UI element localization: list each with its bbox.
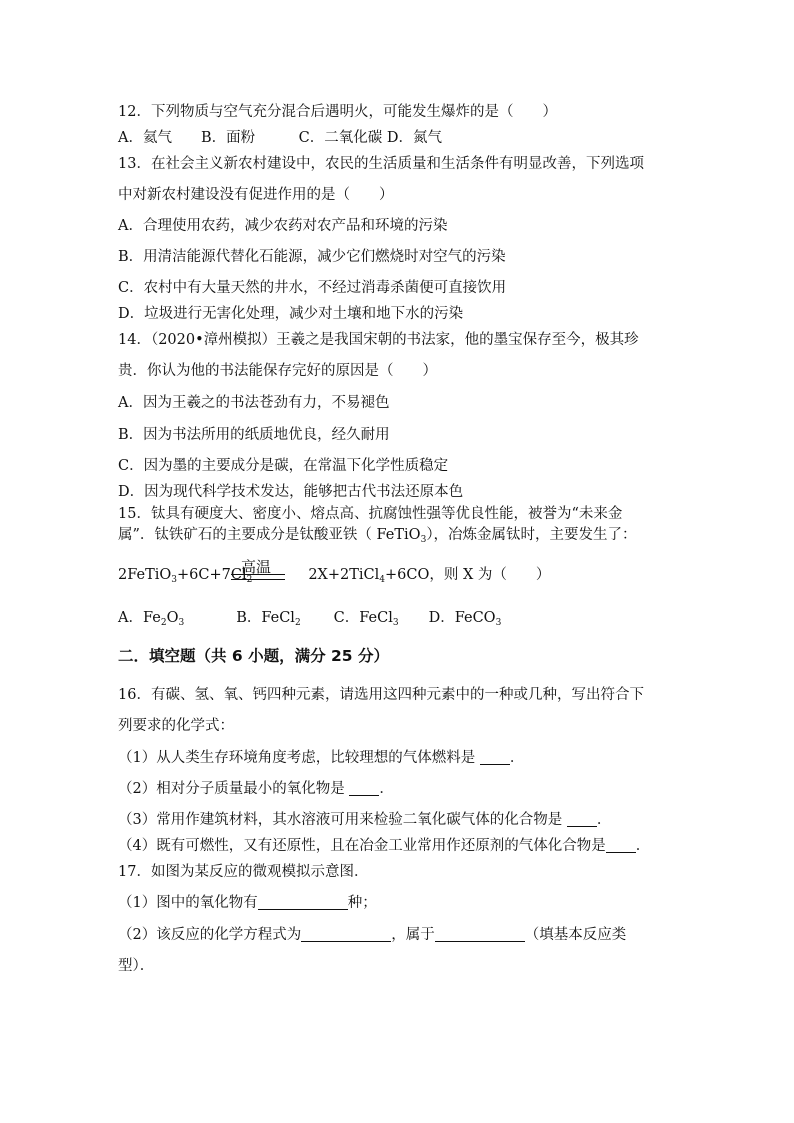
- q15-options: [118, 609, 501, 627]
- q16-part4: （4）既有可燃性，又有还原性，且在冶金工业常用作还原剂的气体化合物是 ．: [118, 838, 651, 854]
- q12-stem: 12．下列物质与空气充分混合后遇明火，可能发生爆炸的是（ ）: [118, 104, 557, 120]
- q14-option-c: C．因为墨的主要成分是碳，在常温下化学性质稳定: [118, 458, 449, 474]
- q13-stem-line1: 13．在社会主义新农村建设中，农民的生活质量和生活条件有明显改善，下列选项: [118, 156, 644, 172]
- q13-option-b: B．用清洁能源代替化石能源，减少它们燃烧时对空气的污染: [118, 249, 506, 265]
- q15-option-b: B．FeCl$_2$: [236, 610, 301, 628]
- q15-option-c: C．FeCl$_3$: [333, 610, 399, 628]
- q14-stem-line2: 贵．你认为他的书法能保存完好的原因是（ ）: [118, 363, 437, 379]
- q17-stem: 17．如图为某反应的微观模拟示意图．: [118, 864, 369, 880]
- q16-part1: （1）从人类生存环境角度考虑，比较理想的气体燃料是 ．: [118, 750, 525, 766]
- q14-option-d: D．因为现代科学技术发达，能够把古代书法还原本色: [118, 484, 464, 500]
- q17-part2-type-blank[interactable]: [435, 927, 525, 942]
- q16-part4-blank[interactable]: [606, 838, 636, 853]
- q15-reaction-condition: 高温: [241, 558, 272, 576]
- q14-option-a: A．因为王羲之的书法苍劲有力，不易褪色: [118, 395, 390, 411]
- q14-stem-line1: 14．（2020•漳州模拟）王羲之是我国宋朝的书法家，他的墨宝保存至今，极其珍: [118, 332, 639, 348]
- q17-part1-blank[interactable]: [258, 895, 348, 910]
- q15-stem-line2: 属”．钛铁矿石的主要成分是钛酸亚铁（ FeTiO$_3$），冶炼金属钛时，主要发生了：: [118, 527, 637, 545]
- q16-stem-line2: 列要求的化学式：: [118, 718, 234, 734]
- q17-part2-equation-blank[interactable]: [301, 927, 391, 942]
- q16-part3-blank[interactable]: [567, 812, 597, 827]
- q15-equation: $2FeTiO_3+6C+7Cl_2$ 2X+2TiCl$_4$+6CO，则 X 为（ ）: [118, 567, 551, 585]
- q17-part1: （1）图中的氧化物有 种；: [118, 895, 377, 911]
- q15-option-a: A．$Fe_2O_3$: [118, 610, 185, 628]
- q12-options: A．氦气 B．面粉 C．二氧化碳 D．氮气: [118, 130, 442, 146]
- q15-stem-line1: 15．钛具有硬度大、密度小、熔点高、抗腐蚀性强等优良性能，被誉为“未来金: [118, 506, 623, 522]
- section-title-fill-in: 二．填空题（共 6 小题，满分 25 分）: [118, 647, 389, 665]
- q13-stem-line2: 中对新农村建设没有促进作用的是（ ）: [118, 187, 394, 203]
- q16-part1-blank[interactable]: [480, 750, 510, 765]
- q15-equals-sign: [231, 574, 285, 580]
- q13-option-d: D．垃圾进行无害化处理，减少对土壤和地下水的污染: [118, 306, 464, 322]
- q13-option-c: C．农村中有大量天然的井水，不经过消毒杀菌便可直接饮用: [118, 280, 507, 296]
- q13-option-a: A．合理使用农药，减少农药对农产品和环境的污染: [118, 218, 448, 234]
- q16-part2-blank[interactable]: [349, 781, 379, 796]
- q17-part2: （2）该反应的化学方程式为 ，属于 （填基本反应类: [118, 927, 627, 943]
- q14-option-b: B．因为书法所用的纸质地优良，经久耐用: [118, 427, 390, 443]
- q16-part2: （2）相对分子质量最小的氧化物是 ．: [118, 781, 394, 797]
- q15-option-d: D．FeCO$_3$: [428, 610, 502, 628]
- q16-part3: （3）常用作建筑材料，其水溶液可用来检验二氧化碳气体的化合物是 ．: [118, 812, 612, 828]
- q16-stem-line1: 16．有碳、氢、氧、钙四种元素，请选用这四种元素中的一种或几种，写出符合下: [118, 687, 644, 703]
- q17-part2-continued: 型）．: [118, 958, 155, 974]
